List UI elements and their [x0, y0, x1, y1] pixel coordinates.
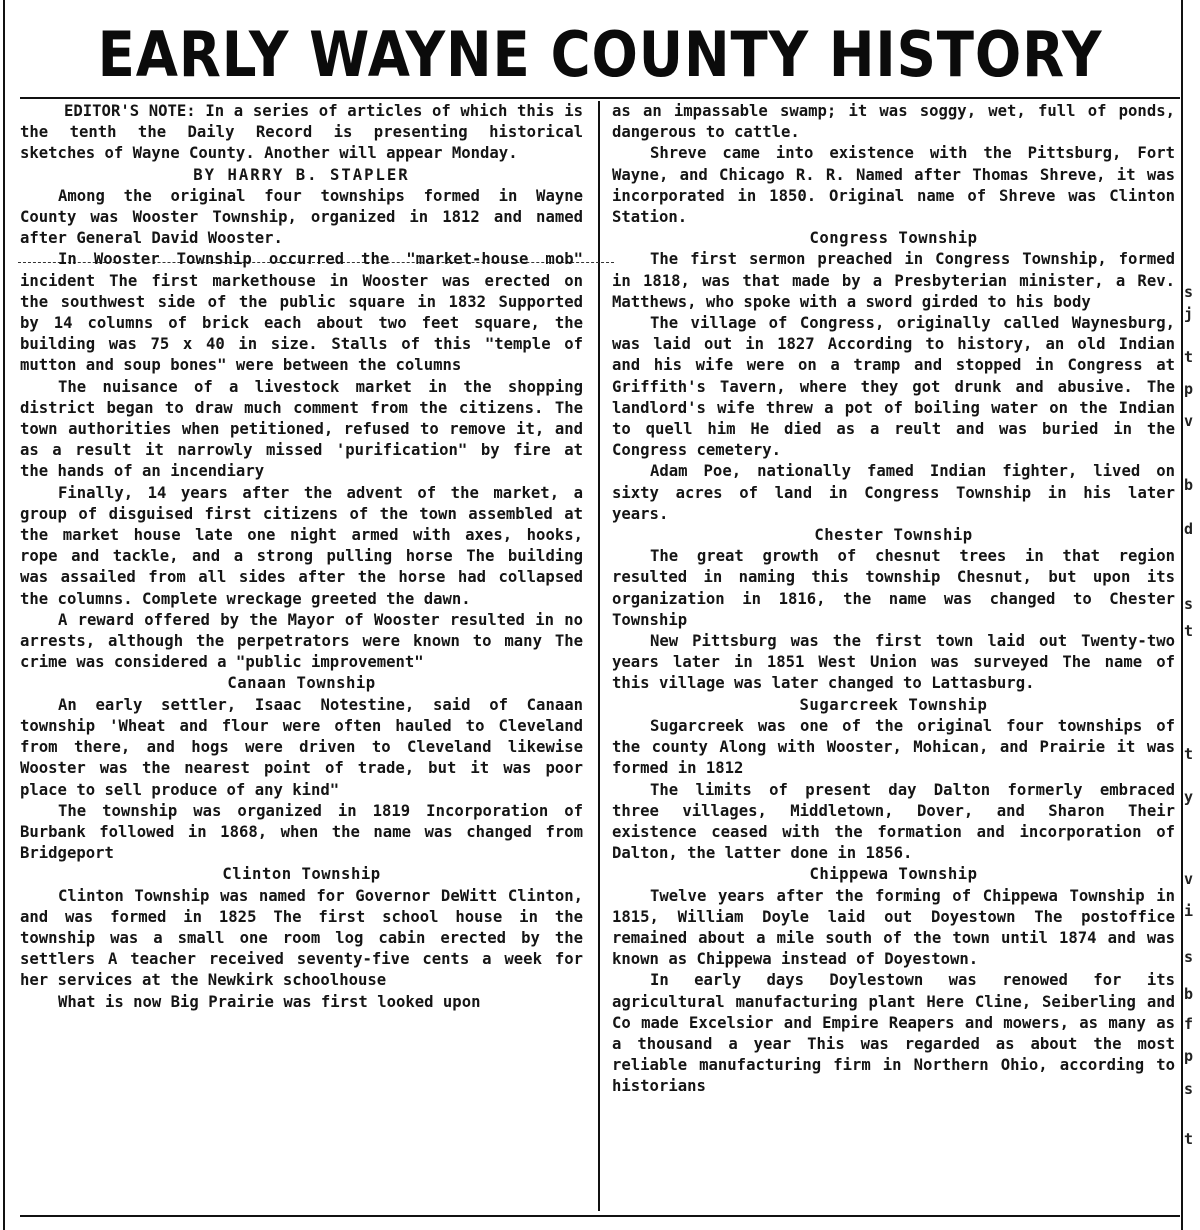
edge-letter: t	[1184, 348, 1194, 366]
edge-letter: p	[1184, 380, 1194, 398]
edge-letter: f	[1184, 1015, 1194, 1033]
edge-letter: t	[1184, 1130, 1194, 1148]
paragraph: Clinton Township was named for Governor DeWitt Clinton, and was formed in 1825 The first school house in the township was a small one room log cabin erected by the settlers A teacher received seventy-five cents a week for her services at the Newkirk schoolhouse	[20, 886, 583, 990]
paragraph: The township was organized in 1819 Incorporation of Burbank followed in 1868, when the name was changed from Bridgeport	[20, 801, 583, 863]
paragraph: The great growth of chesnut trees in that region resulted in naming this township Chesnut, but upon its organization in 1816, the name was changed to Chester Township	[612, 547, 1175, 629]
edge-letter: b	[1184, 476, 1194, 494]
section-heading: Sugarcreek Township	[799, 695, 988, 714]
edge-letter: d	[1184, 520, 1194, 538]
right-border-rule	[1181, 0, 1183, 1230]
paragraph-continued: as an impassable swamp; it was soggy, wet, full of ponds, dangerous to cattle.	[612, 102, 1175, 142]
edge-letter: p	[1184, 1047, 1194, 1065]
article-left-column	[20, 101, 583, 1211]
headline: EARLY WAYNE COUNTY HISTORY	[97, 18, 1103, 91]
edge-letter: y	[1184, 788, 1194, 806]
paragraph: The first sermon preached in Congress Township, formed in 1818, was that made by a Presbyterian minister, a Rev. Matthews, who spoke with a sword girded to his body	[612, 250, 1175, 311]
paragraph: Adam Poe, nationally famed Indian fighter, lived on sixty acres of land in Congress Township in his later years.	[612, 462, 1175, 523]
edge-letter: t	[1184, 745, 1194, 763]
paragraph: What is now Big Prairie was first looked upon	[58, 992, 481, 1011]
masthead-rule	[20, 97, 1180, 99]
edge-letter: s	[1184, 948, 1194, 966]
edge-letter: s	[1184, 595, 1194, 613]
section-heading: Chippewa Township	[809, 865, 978, 884]
paragraph: Twelve years after the forming of Chippewa Township in 1815, William Doyle laid out Doyestown The postoffice remained about a mile south of the town until 1874 and was known as Chippewa instead of Doyestown.	[612, 886, 1175, 969]
column-divider	[598, 101, 600, 1211]
section-heading: Chester Township	[814, 526, 973, 545]
byline: BY HARRY B. STAPLER	[193, 165, 410, 184]
editors-note: EDITOR'S NOTE: In a series of articles of which this is the tenth the Daily Record is presenting historical sketches of Wayne County. Another will appear Monday.	[20, 102, 583, 163]
paragraph: The nuisance of a livestock market in the shopping district began to draw much comment from the citizens. The town authorities when petitioned, refused to remove it, and as a result it narrowly missed 'purification" by fire at the hands of an incendiary	[20, 377, 583, 481]
edge-letter: v	[1184, 870, 1194, 888]
paragraph: Shreve came into existence with the Pittsburg, Fort Wayne, and Chicago R. R. Named after Thomas Shreve, it was incorporated in 1850. Original name of Shreve was Clinton Station.	[612, 144, 1175, 227]
edge-letter: s	[1184, 1080, 1194, 1098]
paragraph: The village of Congress, originally called Waynesburg, was laid out in 1827 According to history, an old Indian and his wife were on a tramp and stopped in Congress at Griffith's Tavern, where they got drunk and abusive. The landlord's wife threw a pot of boiling water on the Indian to quell him He died as a reult and was buried in the Congress cemetery.	[612, 314, 1175, 460]
edge-letter: s	[1184, 283, 1194, 301]
paragraph: New Pittsburg was the first town laid out Twenty-two years later in 1851 West Union was surveyed The name of this village was later changed to Lattasburg.	[612, 632, 1175, 693]
edge-letter: v	[1184, 412, 1194, 430]
edge-letter: i	[1184, 902, 1194, 920]
section-heading: Clinton Township	[222, 865, 381, 884]
article-right-column	[612, 101, 1175, 1211]
paragraph: Finally, 14 years after the advent of the market, a group of disguised first citizens of the town assembled at the market house late one night armed with axes, hooks, rope and tackle, and a strong pulling horse The building was assailed from all sides after the horse had collapsed the columns. Complete wreckage greeted the dawn.	[20, 483, 583, 608]
edge-letter: b	[1184, 985, 1194, 1003]
paragraph: Among the original four townships formed in Wayne County was Wooster Township, organized in 1812 and named after General David Wooster.	[20, 186, 583, 248]
section-heading: Congress Township	[809, 229, 978, 248]
edge-letter: t	[1184, 622, 1194, 640]
section-heading: Canaan Township	[227, 674, 376, 693]
paragraph: In Wooster Township occurred the "market-house mob" incident The first markethouse in Wooster was erected on the southwest side of the public square in 1832 Supported by 14 columns of brick each about two feet square, the building was 75 x 40 in size. Stalls of this "temple of mutton and soup bones" were between the columns	[20, 250, 583, 375]
left-border-rule	[3, 0, 5, 1230]
paragraph: A reward offered by the Mayor of Wooster resulted in no arrests, although the perpetrators were known to many The crime was considered a "public improvement"	[20, 610, 583, 672]
paragraph: In early days Doylestown was renowed for its agricultural manufacturing plant Here Cline, Seiberling and Co made Excelsior and Empire Reapers and mowers, as many as a thousand a year This was regarded as about the most reliable manufacturing firm in Northern Ohio, according to historians	[612, 971, 1175, 1096]
bottom-rule	[20, 1215, 1180, 1217]
edge-letter: j	[1184, 305, 1194, 323]
paragraph: The limits of present day Dalton formerly embraced three villages, Middletown, Dover, and Sharon Their existence ceased with the formation and incorporation of Dalton, the latter done in 1856.	[612, 780, 1175, 863]
paragraph: Sugarcreek was one of the original four townships of the county Along with Wooster, Mohican, and Prairie it was formed in 1812	[612, 716, 1175, 778]
paragraph: An early settler, Isaac Notestine, said of Canaan township 'Wheat and flour were often hauled to Cleveland from there, and hogs were driven to Cleveland likewise Wooster was the nearest point of trade, but it was poor place to sell produce of any kind"	[20, 695, 583, 799]
